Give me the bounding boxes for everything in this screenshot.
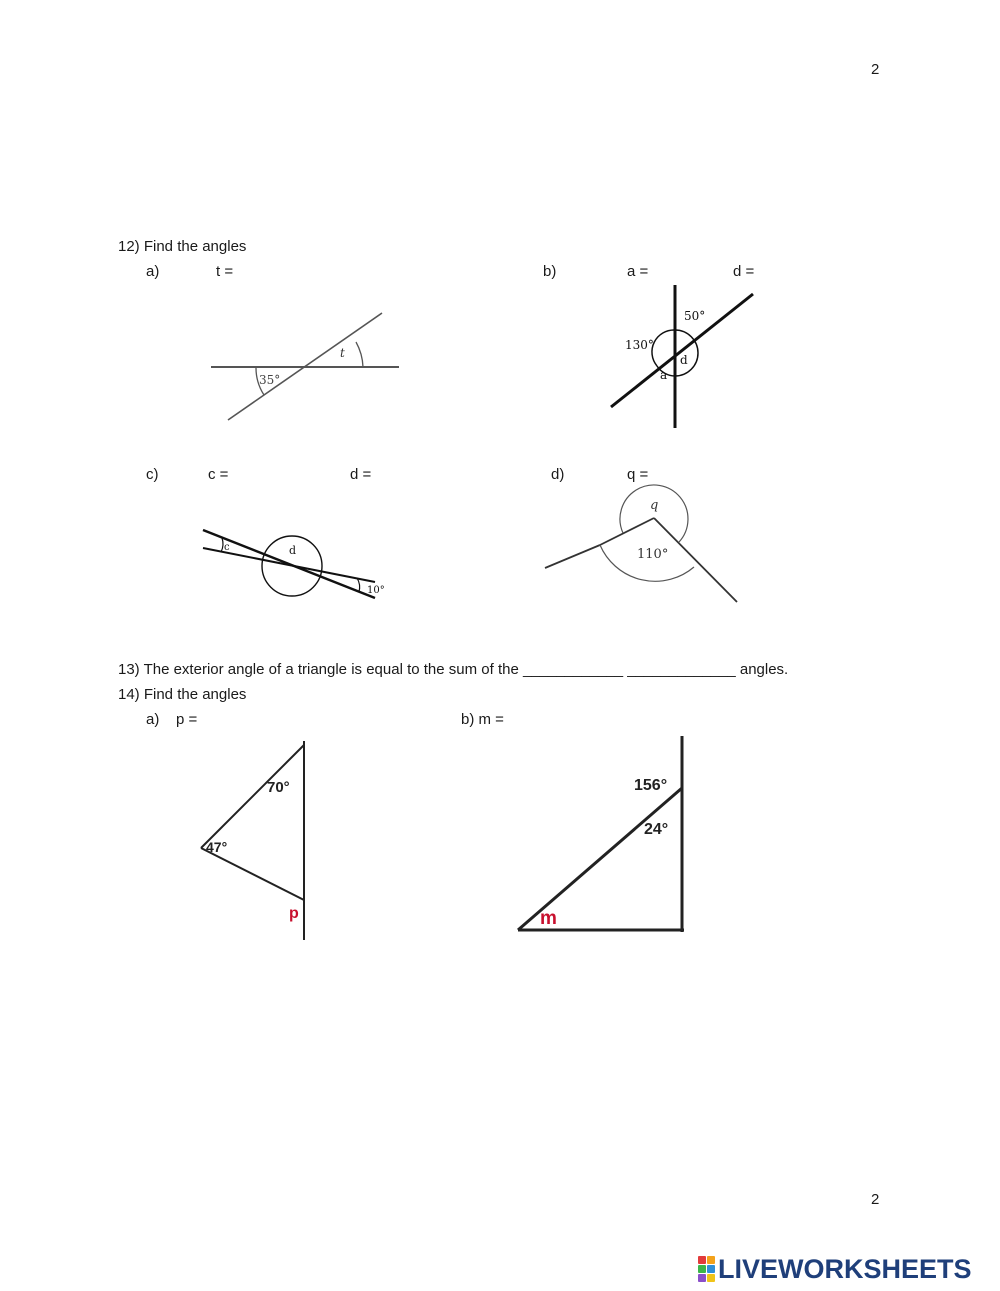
figure-14a: [190, 735, 320, 945]
page-number-top: 2: [871, 61, 880, 78]
page-number-bottom: 2: [871, 1191, 880, 1208]
q12c-answer-d[interactable]: d =: [350, 466, 372, 483]
q14a-answer-p[interactable]: p =: [176, 711, 198, 728]
angle-35: 35°: [259, 373, 281, 387]
q12a-label: a): [146, 263, 160, 280]
logo-text: LIVEWORKSHEETS: [718, 1253, 972, 1284]
q12c-answer-c[interactable]: c =: [208, 466, 229, 483]
unknown-d-c: d: [289, 544, 297, 557]
angle-70: 70°: [267, 779, 290, 796]
angle-arc-q: [620, 485, 688, 542]
segment-2: [600, 518, 654, 545]
unknown-m: m: [540, 908, 557, 929]
unknown-p: p: [289, 905, 299, 922]
figure-12a: [200, 305, 410, 430]
angle-24: 24°: [644, 821, 669, 838]
segment-1: [545, 545, 600, 568]
question-13-text: 13) The exterior angle of a triangle is equal to the sum of the ____________ _____________ angles.: [118, 661, 789, 678]
question-12-title: 12) Find the angles: [118, 238, 247, 255]
angle-10: 10°: [367, 585, 385, 596]
angle-156: 156°: [634, 777, 668, 794]
figure-12b: [600, 280, 770, 435]
q12a-answer-t[interactable]: t =: [216, 263, 234, 280]
q12b-label: b): [543, 263, 557, 280]
upper-side: [201, 745, 304, 848]
q12b-answer-d[interactable]: d =: [733, 263, 755, 280]
angle-130: 130°: [625, 338, 654, 352]
liveworksheets-logo: [698, 1255, 972, 1283]
figure-14b: [510, 732, 695, 937]
logo-blocks-icon: [698, 1256, 715, 1282]
q12b-answer-a[interactable]: a =: [627, 263, 649, 280]
q12d-label: d): [551, 466, 565, 483]
q12d-answer-q[interactable]: q =: [627, 466, 649, 483]
q14b-label[interactable]: b) m =: [461, 711, 504, 728]
angle-50: 50°: [684, 309, 706, 323]
unknown-c: c: [224, 542, 230, 553]
question-14-title: 14) Find the angles: [118, 686, 247, 703]
angle-arc-c: [221, 538, 223, 552]
unknown-d: d: [680, 353, 688, 367]
unknown-t: t: [340, 346, 345, 360]
lower-side: [201, 848, 304, 900]
unknown-a: a: [660, 368, 668, 382]
figure-12d: [540, 490, 745, 610]
angle-47: 47°: [206, 839, 228, 855]
angle-110: 110°: [637, 547, 669, 562]
q14a-label: a): [146, 711, 160, 728]
figure-12c: [195, 520, 395, 605]
angle-arc-t: [356, 342, 363, 367]
q12c-label: c): [146, 466, 159, 483]
unknown-q: q: [650, 498, 659, 513]
